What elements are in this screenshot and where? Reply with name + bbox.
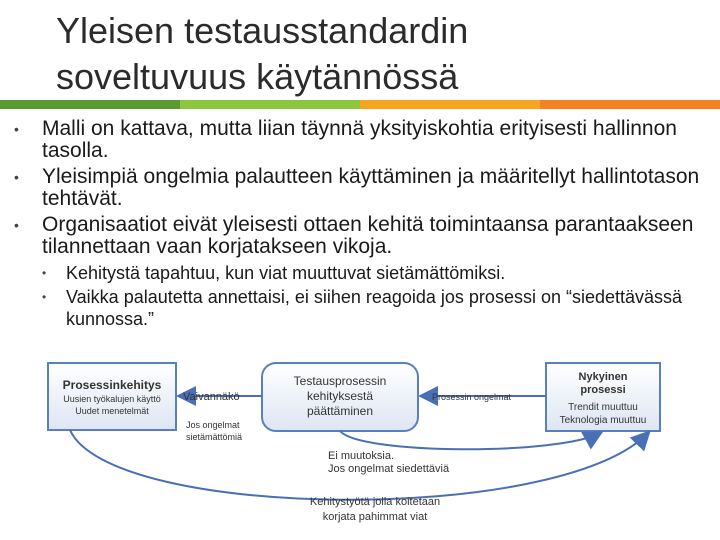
process-development-line1: Uusien työkalujen käyttö bbox=[63, 394, 161, 404]
bullet-text: Malli on kattava, mutta liian täynnä yksityiskohtia erityisesti hallinnon tasolla. bbox=[42, 117, 677, 162]
process-development-line2: Uudet menetelmät bbox=[75, 406, 149, 416]
current-process-line4: Teknologia muuttuu bbox=[559, 415, 647, 426]
sub-bullet-text: Kehitystä tapahtuu, kun viat muuttuvat sietämättömiksi. bbox=[66, 263, 506, 283]
bullet-text: Yleisimpiä ongelmia palautteen käyttäminen ja määritellyt hallintotason tehtävät. bbox=[42, 165, 700, 210]
note-no-change-line2: Jos ongelmat siedettäviä bbox=[328, 463, 450, 475]
sub-bullet-text: Vaikka palautetta annettaisi, ei siihen reagoida jos prosessi on “siedettävässä kunnossa.” bbox=[66, 287, 683, 329]
bullet-dot-icon: • bbox=[14, 169, 19, 185]
sub-bullet-dot-icon: • bbox=[42, 290, 47, 304]
note-intolerable-line1: Jos ongelmat bbox=[186, 420, 240, 430]
current-process-line1: Nykyinen bbox=[578, 371, 628, 383]
arrow-effort-label: Vaivannäkö bbox=[183, 391, 240, 403]
arrow-process-problems-label: Prosessin ongelmat bbox=[432, 392, 512, 402]
slide-title-line2: soveltuvuus käytännössä bbox=[56, 56, 459, 97]
note-fix-defects-line2: korjata pahimmat viat bbox=[322, 511, 428, 523]
current-process-line2: prosessi bbox=[580, 384, 626, 396]
note-fix-defects-line1: Kehitystyötä jolla koitetaan bbox=[309, 496, 441, 508]
testing-process-line2: kehityksestä bbox=[306, 389, 374, 403]
note-no-change-line1: Ei muutoksia. bbox=[328, 450, 395, 462]
sub-bullet-dot-icon: • bbox=[42, 266, 47, 280]
process-development-title: Prosessinkehitys bbox=[62, 378, 162, 392]
bullet-text: Organisaatiot eivät yleisesti ottaen kehitä toimintaansa parantaakseen tilannettaan vaan korjatakseen vikoja. bbox=[42, 213, 694, 258]
arrow-no-change bbox=[340, 431, 600, 449]
note-intolerable-line2: sietämättömiä bbox=[186, 432, 243, 442]
current-process-line3: Trendit muuttuu bbox=[568, 402, 638, 413]
bullet-dot-icon: • bbox=[14, 217, 19, 233]
bullet-dot-icon: • bbox=[14, 121, 19, 137]
slide-title-line1: Yleisen testausstandardin bbox=[56, 10, 469, 51]
testing-process-line1: Testausprosessin bbox=[293, 374, 387, 388]
testing-process-line3: päättäminen bbox=[306, 404, 374, 418]
